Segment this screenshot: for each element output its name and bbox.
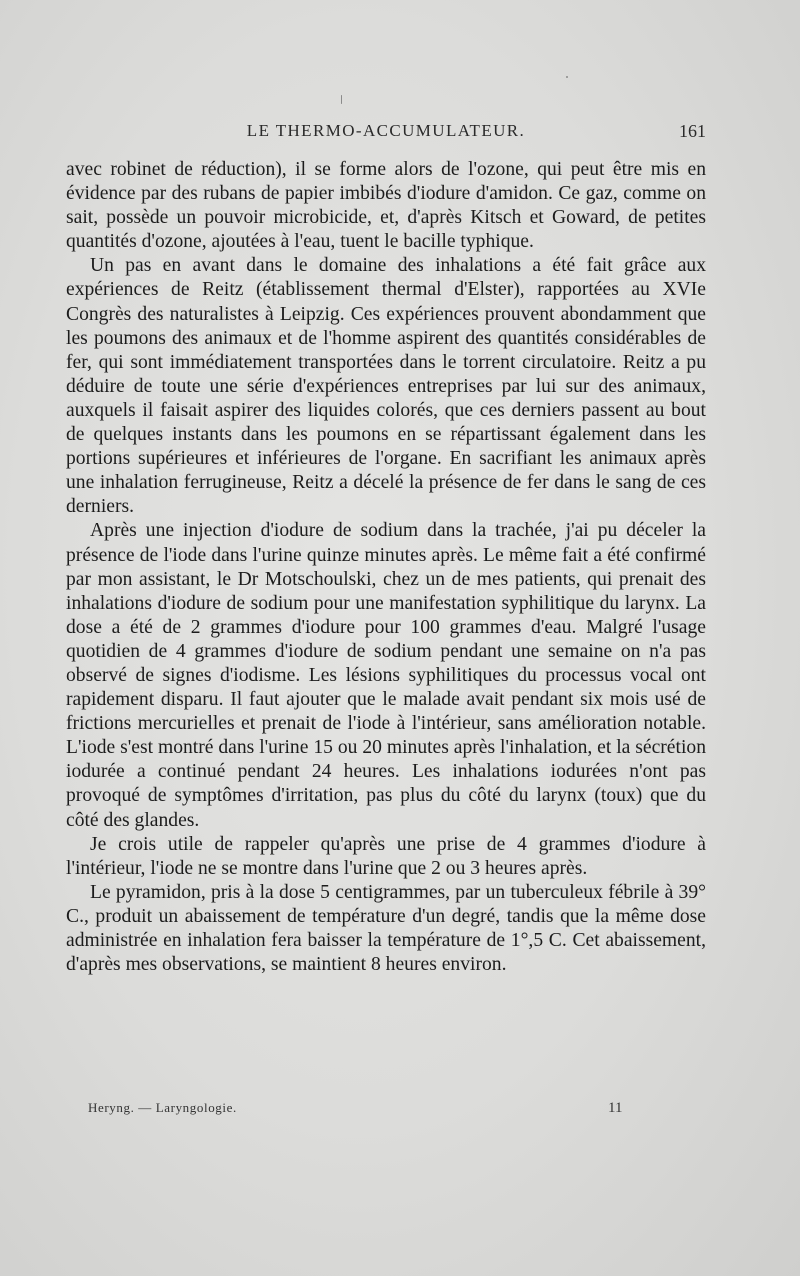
paragraph: avec robinet de réduction), il se forme alors de l'ozone, qui peut être mis en évidence par des rubans de papier imbibés d'iodure d'amidon. Ce gaz, comme on sait, possède un pouvoir microbicide, et, d'après Kitsch et Goward, de petites quantités d'ozone, ajoutées à l'eau, tuent le bacille typhique.: [66, 159, 706, 253]
paragraph: Je crois utile de rappeler qu'après une prise de 4 grammes d'iodure à l'intérieur, l'iode ne se montre dans l'urine que 2 ou 3 heures après.: [66, 833, 706, 879]
paper-speck: [341, 95, 342, 104]
running-head: [66, 121, 706, 145]
body-text: [66, 158, 706, 977]
page-number: 161: [679, 121, 706, 141]
running-title: LE THERMO-ACCUMULATEUR.: [246, 121, 526, 140]
paragraph: Un pas en avant dans le domaine des inhalations a été fait grâce aux expériences de Reitz (établissement thermal d'Elster), rapportées au XVIe Congrès des naturalistes à Leipzig. Ces expériences prouvent abondamment que les poumons des animaux et de l'homme aspirent des quantités considérables de fer, qui sont immédiatement transportées dans le torrent circulatoire. Reitz a pu déduire de toute une série d'expériences entreprises par lui sur des animaux, auxquels il faisait aspirer des liquides colorés, que ces derniers passent au bout de quelques instants dans les poumons en se répartissant également dans les portions supérieures et inférieures de l'organe. En sacrifiant les animaux après une inhalation ferrugineuse, Reitz a décelé la présence de fer dans le sang de ces derniers.: [66, 255, 706, 518]
paragraph: Après une injection d'iodure de sodium dans la trachée, j'ai pu déceler la présence de l'iode dans l'urine quinze minutes après. Le même fait a été confirmé par mon assistant, le Dr Motschoulski, chez un de mes patients, qui prenait des inhalations d'iodure de sodium pour une manifestation syphilitique du larynx. La dose a été de 2 grammes d'iodure pour 100 grammes d'eau. Malgré l'usage quotidien de 4 grammes d'iodure de sodium pendant une semaine on n'a pas observé de signes d'iodisme. Les lésions syphilitiques du processus vocal ont rapidement disparu. Il faut ajouter que le malade avait pendant six mois usé de frictions mercurielles et prenait de l'iode à l'intérieur, sans amélioration notable. L'iode s'est montré dans l'urine 15 ou 20 minutes après l'inhalation, et la sécrétion iodurée a continué pendant 24 heures. Les inhalations iodurées n'ont pas provoqué de symptômes d'irritation, pas plus du côté du larynx (toux) que du côté des glandes.: [66, 520, 706, 831]
signature-mark: 11: [608, 1100, 623, 1116]
paper-speck: [566, 76, 568, 78]
page-footer: [66, 1100, 706, 1120]
paragraph: Le pyramidon, pris à la dose 5 centigrammes, par un tuberculeux fébrile à 39° C., produit un abaissement de température d'un degré, tandis que la même dose administrée en inhalation fera baisser la température de 1°,5 C. Cet abaissement, d'après mes observations, se maintient 8 heures environ.: [66, 881, 706, 976]
footer-label: Heryng. — Laryngologie.: [88, 1100, 237, 1115]
